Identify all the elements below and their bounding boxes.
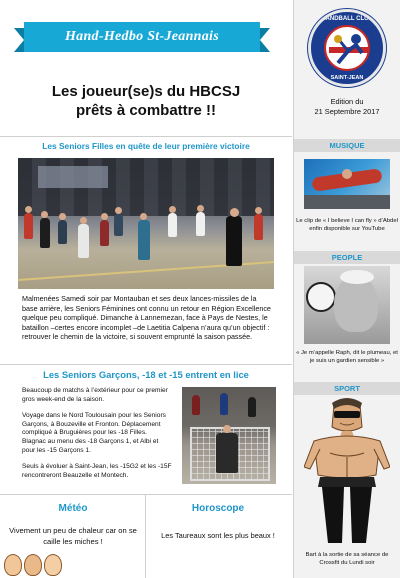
- club-logo: [308, 9, 386, 87]
- meteo-text: Vivement un peu de chaleur car on se caille les miches !: [9, 526, 137, 546]
- headline-line-2: prêts à combattre !!: [75, 102, 217, 119]
- main-headline: [20, 82, 272, 120]
- cartoon-faces-illustration: [2, 552, 62, 578]
- sport-header: SPORT: [294, 382, 400, 395]
- article2-text: [22, 387, 172, 488]
- ribbon-right: [260, 28, 270, 52]
- title-banner: [14, 22, 270, 52]
- divider: [0, 494, 292, 495]
- seniors-filles-photo: [18, 158, 274, 289]
- newsletter-title: Hand-Hedbo St-Jeannais: [24, 22, 260, 52]
- column-divider: [145, 495, 146, 578]
- musique-header: MUSIQUE: [294, 139, 400, 152]
- article1-title: Les Seniors Filles en quête de leur première victoire: [42, 141, 250, 151]
- people-photo: [304, 266, 390, 344]
- sidebar: [293, 0, 400, 578]
- article2-title: Les Seniors Garçons, -18 et -15 entrent en lice: [43, 369, 249, 380]
- horoscope-text: Les Taureaux sont les plus beaux !: [161, 531, 275, 540]
- article2-paragraph: Seuls à évoluer à Saint-Jean, les -15G2 et les -15F rencontreront Beauzelle et Montech.: [22, 463, 172, 479]
- edition-date-value: 21 Septembre 2017: [314, 107, 380, 116]
- musique-photo: [304, 159, 390, 209]
- meteo-title: Météo: [58, 503, 88, 514]
- headline-line-1: Les joueur(se)s du HBCSJ: [51, 83, 241, 100]
- sport-cartoon: [304, 397, 390, 545]
- handball-player-icon: [326, 27, 372, 73]
- logo-top-text: HANDBALL CLUB: [321, 16, 373, 22]
- sport-caption: Bart à la sortie de sa séance de Crossfit du Lundi soir: [305, 552, 389, 566]
- logo-bottom-text: SAINT-JEAN: [330, 75, 364, 81]
- musique-caption: Le clip de « I believe I can fly » d’Abdel enfin disponible sur YouTube: [296, 218, 398, 232]
- divider: [0, 136, 292, 137]
- people-header: PEOPLE: [294, 251, 400, 264]
- edition-date: [294, 97, 400, 117]
- article2-paragraph: Beaucoup de matchs à l’extérieur pour ce premier gros week-end de la saison.: [22, 387, 168, 403]
- cartoon-bodybuilder-illustration: [304, 397, 390, 545]
- people-caption: « Je m’appelle Raph, dit le plumeau, et je suis un gardien sensible »: [296, 350, 398, 364]
- ribbon-left: [14, 28, 24, 52]
- divider: [0, 364, 292, 365]
- horoscope-title: Horoscope: [191, 503, 245, 514]
- edition-label: Edition du: [330, 97, 364, 106]
- article2-paragraph: Voyage dans le Nord Toulousain pour les Seniors Garçons, à Bouzeville et Fronton. Déplacement compliqué à Bruguières pour les -18 Filles. Blagnac au menu des -18 Garçons 1, et Albi et pour les -15 Garçons 1.: [22, 412, 166, 454]
- goalkeeper-photo: [182, 387, 276, 484]
- article1-text: Malmenées Samedi soir par Montauban et ses deux lances-missiles de la base arrière, les Seniors Féminines ont connu un retour en Région Excellence quelque peu compliqué. Dimanche à Lannemezan, face à Pays de Nestes, le bataillon –certes encore incomplet –de Laetitia Calpena n’aura qu’un objectif : retrouver le chemin de la victoire, si souvent emprunté la saison passée.: [22, 294, 271, 342]
